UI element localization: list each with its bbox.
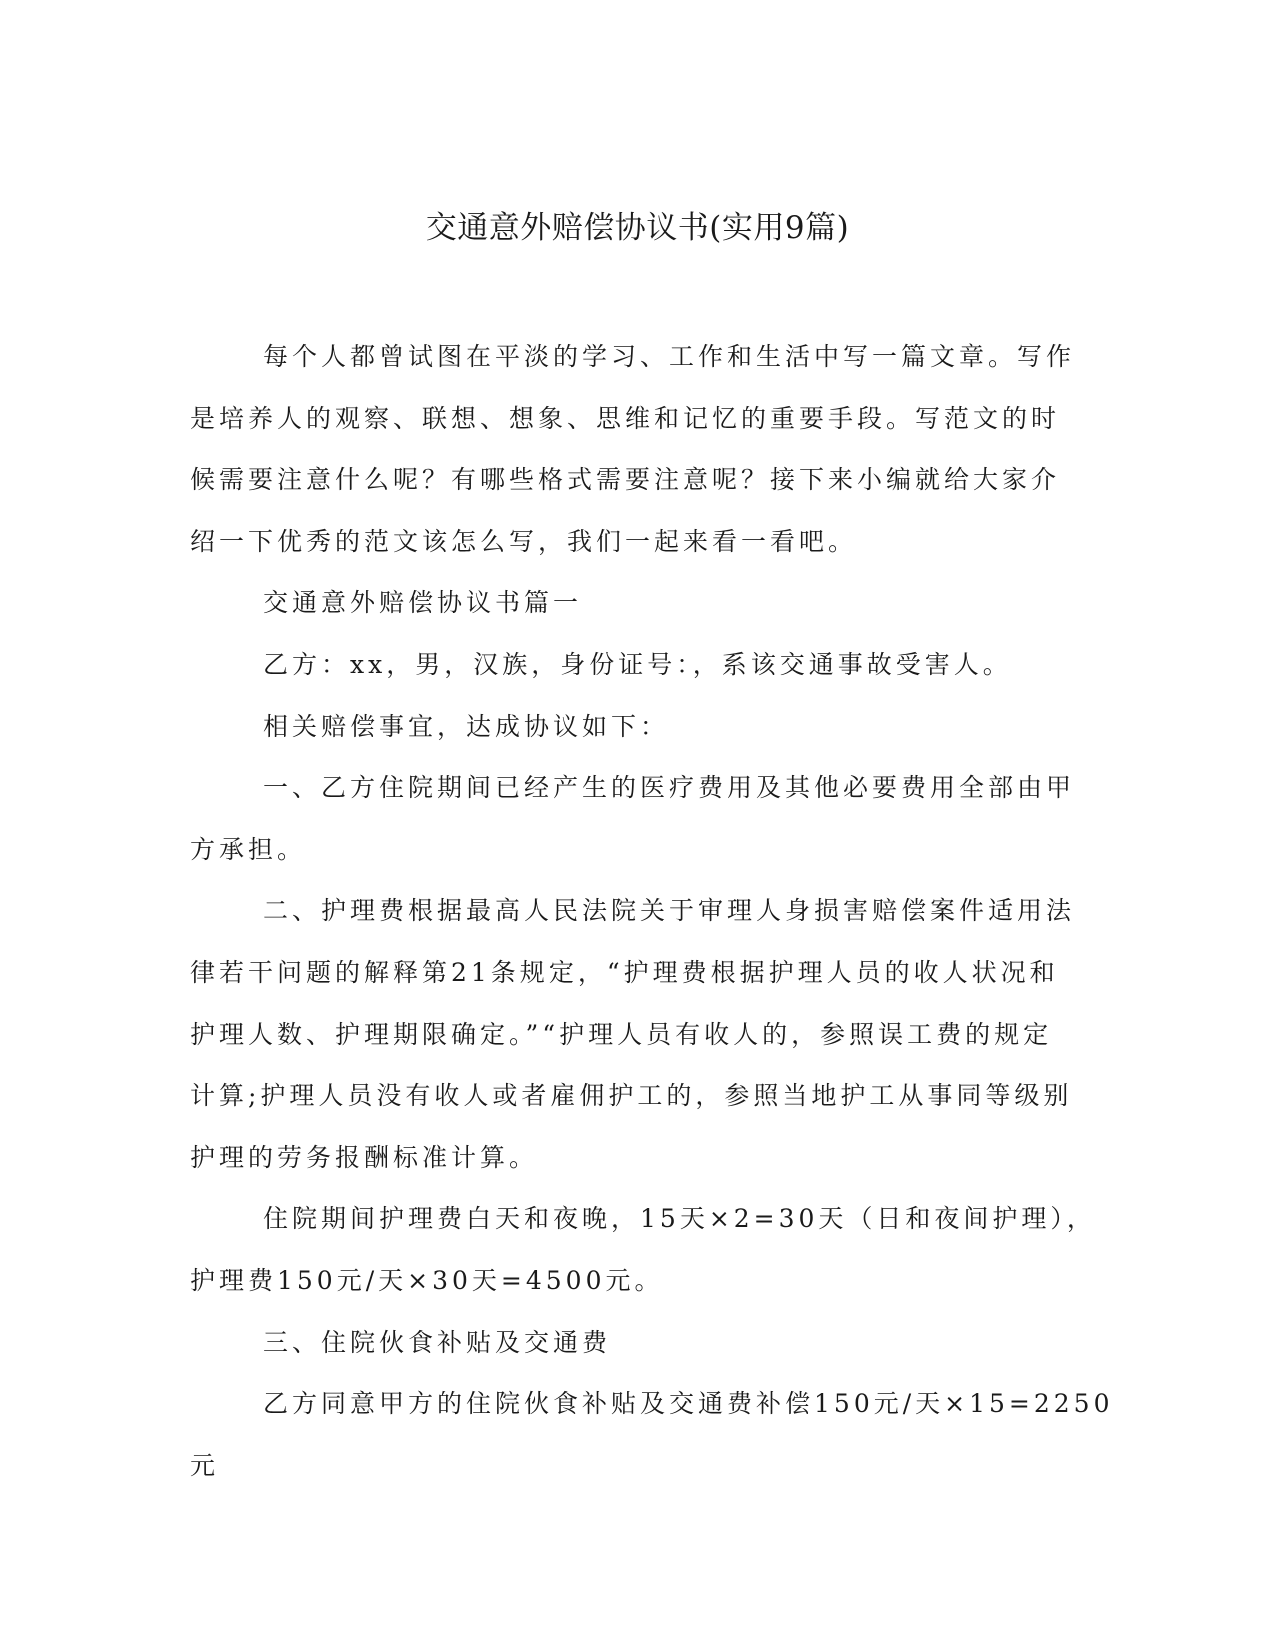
text-line: 计算;护理人员没有收人或者雇佣护工的，参照当地护工从事同等级别 (190, 1081, 1073, 1111)
text-line: 护理人数、护理期限确定。”“护理人员有收人的，参照误工费的规定 (190, 1019, 1053, 1049)
text-line: 护理费150元/天×30天=4500元。 (190, 1265, 664, 1295)
text-line: 护理的劳务报酬标准计算。 (190, 1142, 539, 1172)
document-body (190, 326, 1114, 1496)
text-line: 一、乙方住院期间已经产生的医疗费用及其他必要费用全部由甲 (263, 773, 1076, 803)
text-line: 乙方同意甲方的住院伙食补贴及交通费补偿150元/天×15=2250 (263, 1389, 1114, 1419)
text-line: 相关赔偿事宜，达成协议如下： (263, 711, 670, 741)
text-line: 方承担。 (190, 834, 307, 864)
text-line: 交通意外赔偿协议书篇一 (263, 588, 583, 618)
text-line: 元 (190, 1450, 220, 1480)
text-line: 乙方：xx，男，汉族，身份证号：，系该交通事故受害人。 (263, 649, 1012, 679)
text-line: 住院期间护理费白天和夜晚，15天×2=30天（日和夜间护理）， (263, 1204, 1096, 1234)
text-line: 三、住院伙食补贴及交通费 (263, 1327, 612, 1357)
text-line: 是培养人的观察、联想、想象、思维和记忆的重要手段。写范文的时 (190, 403, 1061, 433)
text-line: 绍一下优秀的范文该怎么写，我们一起来看一看吧。 (190, 526, 858, 556)
text-line: 律若干问题的解释第21条规定，“护理费根据护理人员的收人状况和 (190, 957, 1059, 987)
text-line: 候需要注意什么呢？有哪些格式需要注意呢？接下来小编就给大家介 (190, 465, 1061, 495)
text-line: 每个人都曾试图在平淡的学习、工作和生活中写一篇文章。写作 (263, 342, 1076, 371)
document-title: 交通意外赔偿协议书(实用9篇) (425, 210, 850, 246)
text-line: 二、护理费根据最高人民法院关于审理人身损害赔偿案件适用法 (263, 896, 1076, 926)
